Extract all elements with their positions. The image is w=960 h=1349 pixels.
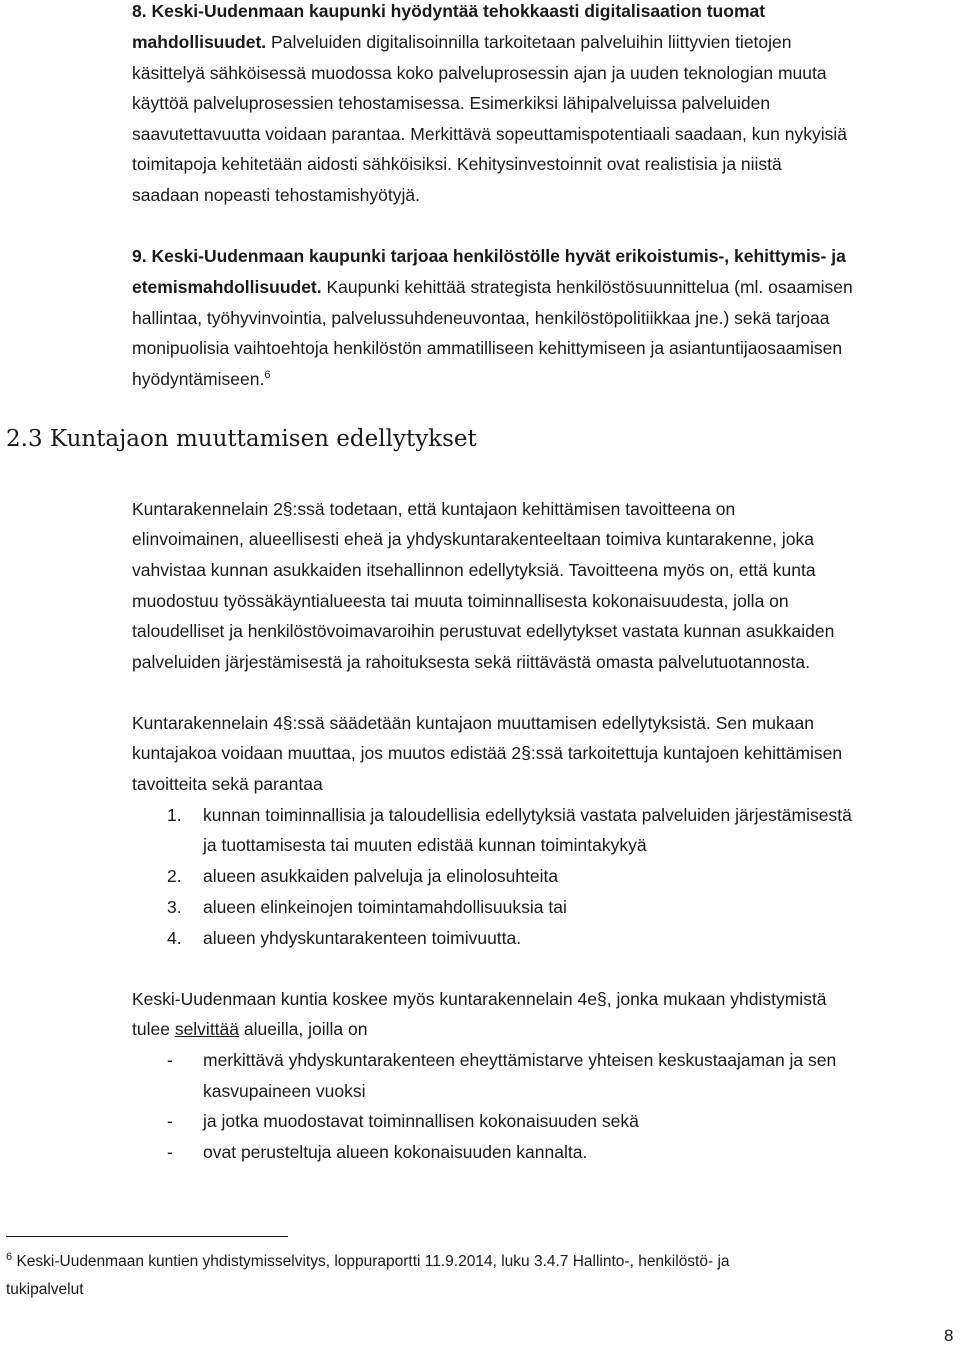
paragraph-line [132,1018,367,1040]
list-item-text: kasvupaineen vuoksi [203,1081,366,1101]
section-8-bold-end: mahdollisuudet. [132,32,267,52]
list-item-text: ja tuottamisesta tai muuten edistää kunnan toimintakykyä [203,835,647,855]
list-number: 4. [167,928,182,948]
section-8-text: Palveluiden digitalisoinnilla tarkoitetaan palveluihin liittyvien tietojen [266,32,792,52]
underlined-word: selvittää [174,1019,240,1039]
paragraph-line: muodostuu työssäkäyntialueesta tai muuta toiminnallisesta kokonaisuudesta, jolla on [132,591,789,611]
footnote-reference[interactable]: 6 [264,369,271,382]
section-8-line: saadaan nopeasti tehostamishyötyjä. [132,185,420,205]
paragraph-line: Kuntarakennelain 2§:ssä todetaan, että kuntajaon kehittämisen tavoitteena on [132,499,736,519]
section-8-line [132,31,792,53]
footnote-line: tukipalvelut [6,1281,84,1298]
section-9-text: hyödyntämiseen. [132,369,265,389]
section-8-line: saavutettavuutta voidaan parantaa. Merkittävä sopeuttamispotentiaali saadaan, kun nykyisiä [132,124,848,144]
section-9-line [132,276,853,298]
list-dash: - [167,1142,173,1162]
paragraph-text: alueilla, joilla on [239,1019,368,1039]
list-item-text: alueen asukkaiden palveluja ja elinolosuhteita [203,866,559,886]
page-number: 8 [944,1326,954,1345]
section-9-line: monipuolisia vaihtoehtoja henkilöstön ammatilliseen kehittymiseen ja asiantuntijaosaamisen [132,338,843,358]
section-8-line: toimitapoja kehitetään aidosti sähköisiksi. Kehitysinvestoinnit ovat realistisia ja niistä [132,154,782,174]
list-item-text: alueen yhdyskuntarakenteen toimivuutta. [203,928,522,948]
paragraph-line: Kuntarakennelain 4§:ssä säädetään kuntajaon muuttamisen edellytyksistä. Sen mukaan [132,713,814,733]
section-8-line: 8. Keski-Uudenmaan kaupunki hyödyntää tehokkaasti digitalisaation tuomat [132,1,766,21]
footnote-number: 6 [6,1250,13,1263]
paragraph-line: tavoitteita sekä parantaa [132,774,323,794]
section-9-text: Kaupunki kehittää strategista henkilöstösuunnittelua (ml. osaamisen [321,277,853,297]
section-9-bold-end: etemismahdollisuudet. [132,277,322,297]
paragraph-line: taloudelliset ja henkilöstövoimavaroihin perustuvat edellytykset vastata kunnan asukkaiden [132,621,835,641]
section-8-line: käsittelyä sähköisessä muodossa koko palveluprosessin ajan ja uuden teknologian muuta [132,63,827,83]
list-number: 2. [167,866,182,886]
paragraph-line: elinvoimainen, alueellisesti eheä ja yhdyskuntarakenteeltaan toimiva kuntarakenne, joka [132,529,814,549]
list-item-text: alueen elinkeinojen toimintamahdollisuuksia tai [203,897,567,917]
list-item-text: merkittävä yhdyskuntarakenteen eheyttämistarve yhteisen keskustaajaman ja sen [203,1050,837,1070]
list-number: 3. [167,897,182,917]
list-item-text: ja jotka muodostavat toiminnallisen kokonaisuuden sekä [203,1111,639,1131]
paragraph-line: kuntajakoa voidaan muuttaa, jos muutos edistää 2§:ssä tarkoitettuja kuntajoen kehittämisen [132,743,843,763]
section-8-line: käyttöä palveluprosessien tehostamisessa. Esimerkiksi lähipalveluissa palveluiden [132,93,771,113]
section-9-line [132,368,270,390]
list-item-text: ovat perusteltuja alueen kokonaisuuden kannalta. [203,1142,588,1162]
list-item-text: kunnan toiminnallisia ja taloudellisia edellytyksiä vastata palveluiden järjestämisestä [203,805,852,825]
footnote-text: Keski-Uudenmaan kuntien yhdistymisselvitys, loppuraportti 11.9.2014, luku 3.4.7 Hallinto-, henkilöstö- ja [16,1253,730,1270]
section-9-line: hallintaa, työhyvinvointia, palvelussuhdeneuvontaa, henkilöstöpolitiikkaa jne.) sekä tarjoaa [132,308,830,328]
list-dash: - [167,1111,173,1131]
paragraph-line: Keski-Uudenmaan kuntia koskee myös kuntarakennelain 4e§, jonka mukaan yhdistymistä [132,989,827,1009]
paragraph-line: palveluiden järjestämisestä ja rahoituksesta sekä riittävästä omasta palvelutuotannosta. [132,652,811,672]
section-heading: 2.3 Kuntajaon muuttamisen edellytykset [6,426,477,452]
list-number: 1. [167,805,182,825]
section-9-line: 9. Keski-Uudenmaan kaupunki tarjoaa henkilöstölle hyvät erikoistumis-, kehittymis- ja [132,246,846,266]
footnote-separator [6,1236,288,1237]
paragraph-line: vahvistaa kunnan asukkaiden itsehallinnon edellytyksiä. Tavoitteena myös on, että kunta [132,560,816,580]
footnote-line [6,1251,730,1273]
list-dash: - [167,1050,173,1070]
paragraph-text: tulee [132,1019,175,1039]
